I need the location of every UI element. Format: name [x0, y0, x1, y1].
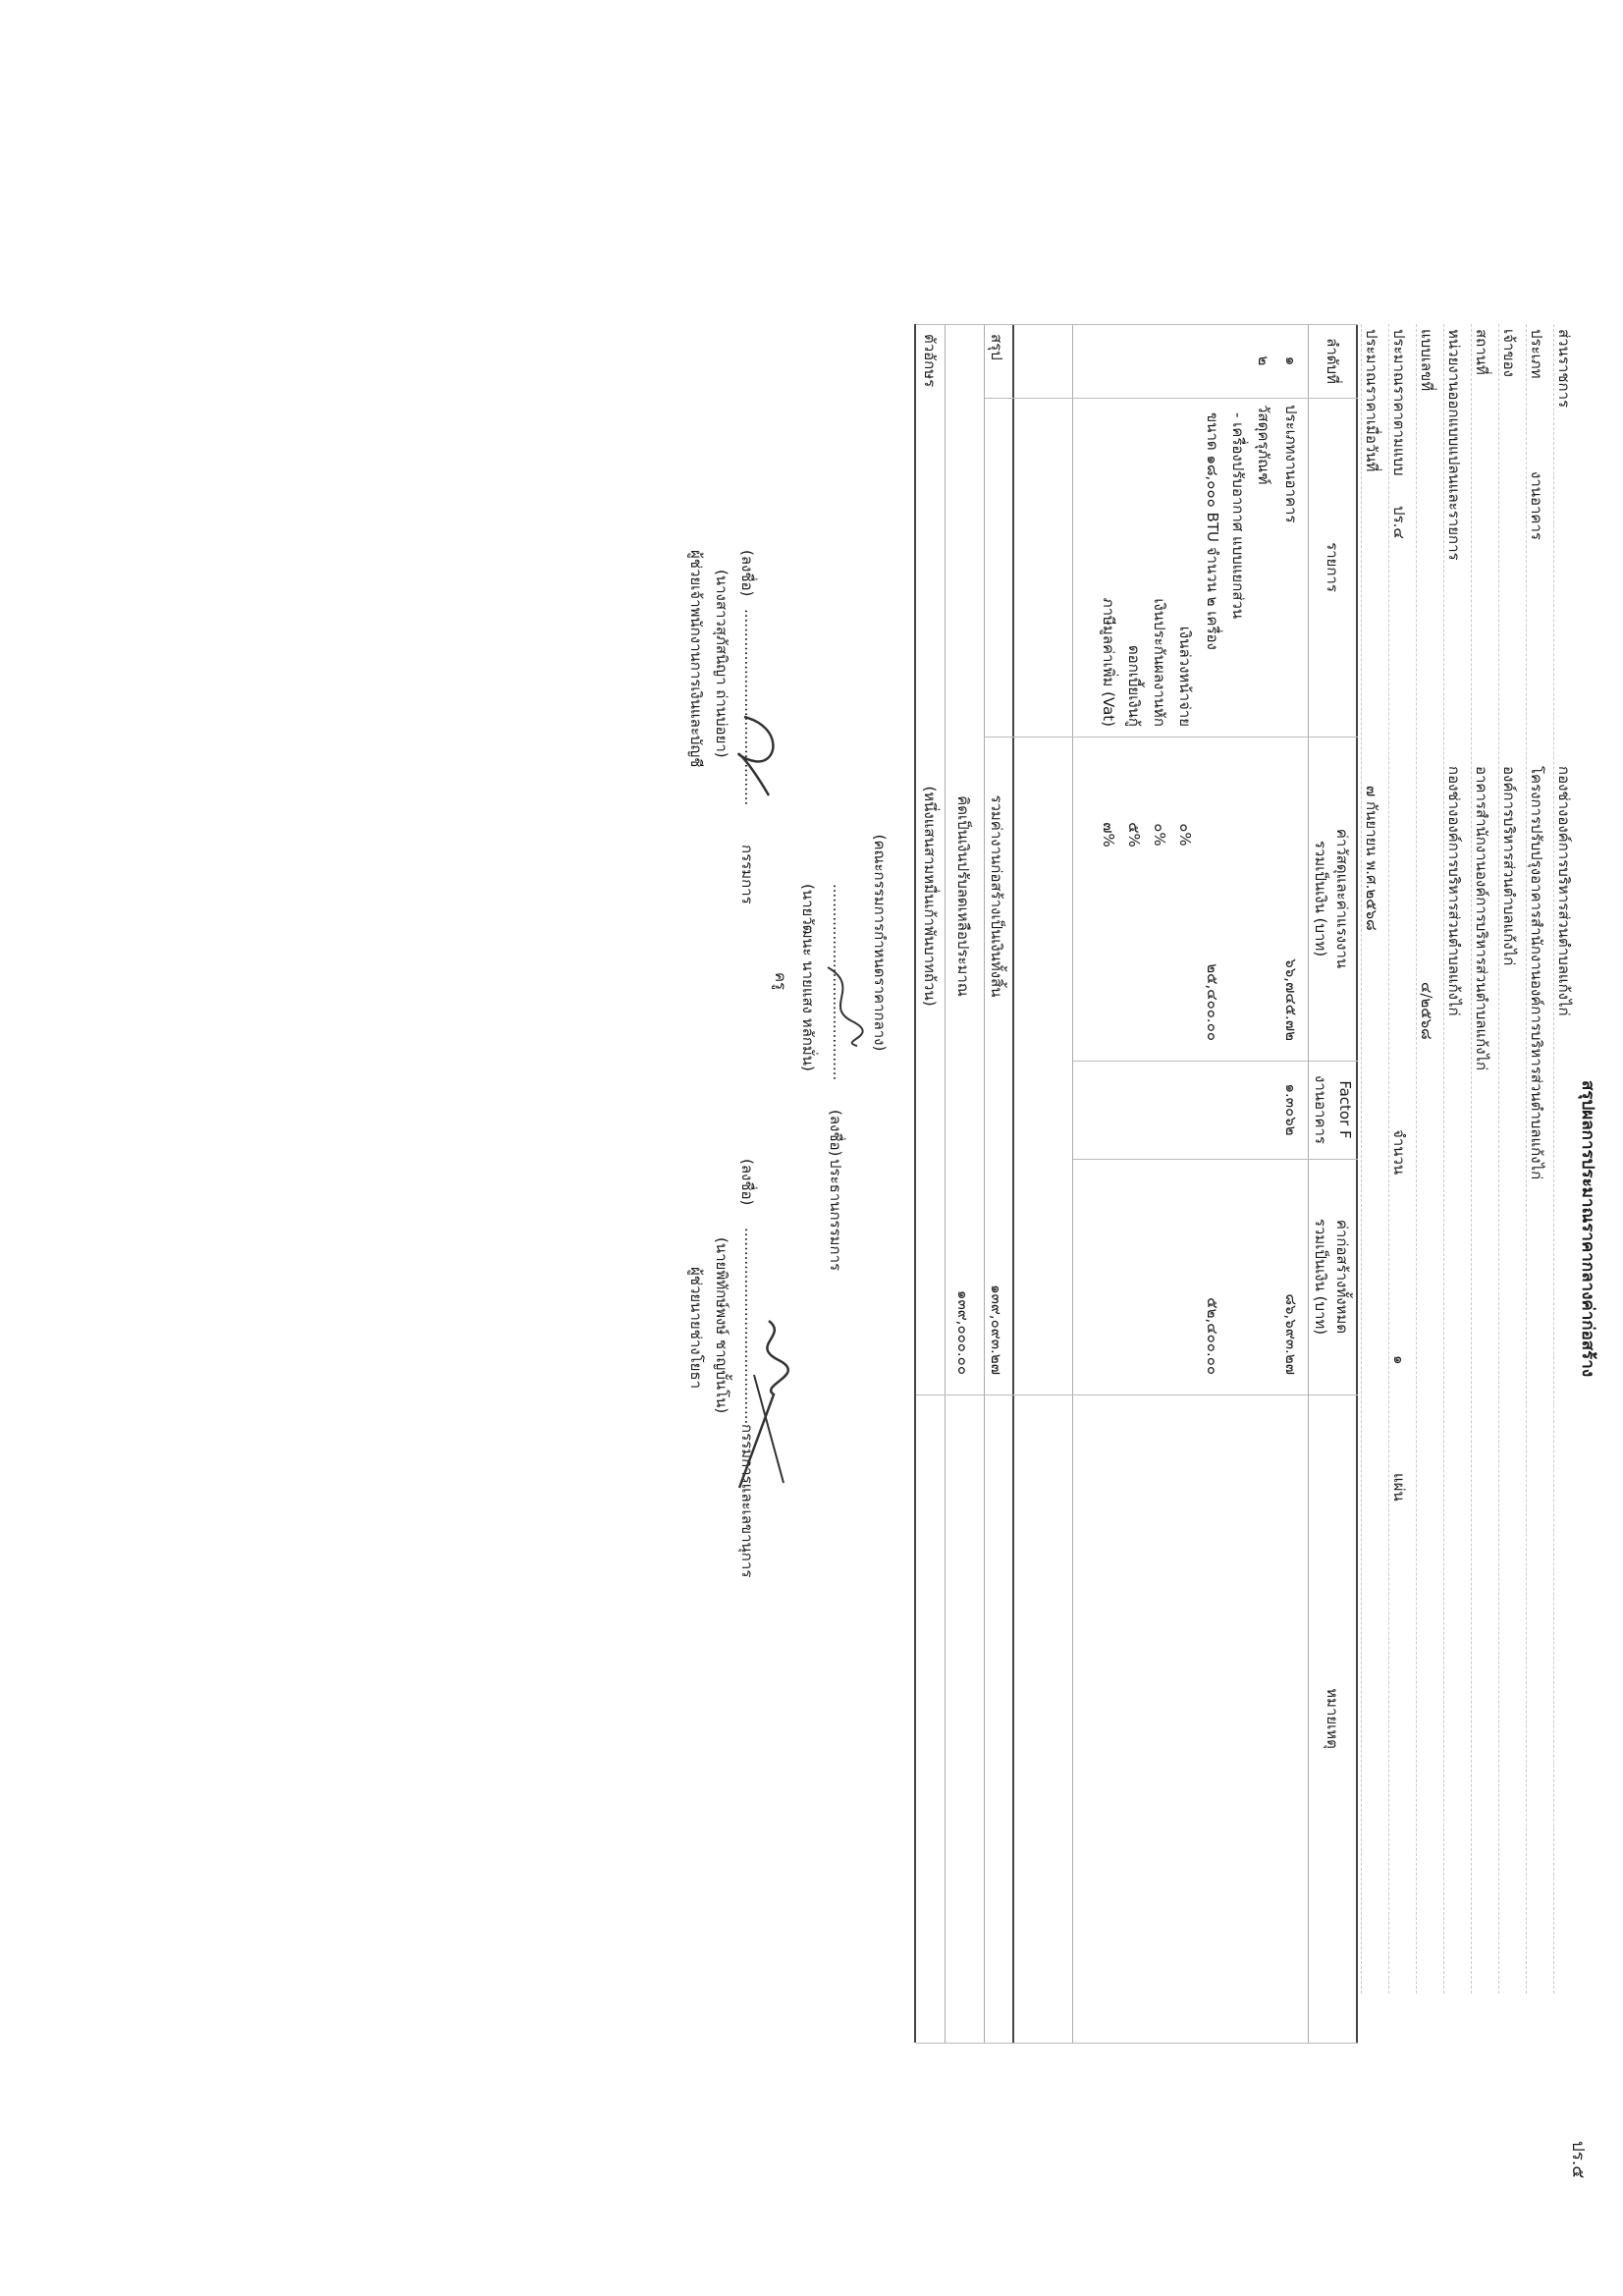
- signature-dots: ..........................................: [741, 1228, 759, 1425]
- row-no: ๑: [1282, 355, 1300, 366]
- summary-total: ๑๓๙,๐๙๓.๒๗: [988, 1285, 1005, 1375]
- info-label: หน่วยงานออกแบบแปลนและรายการ: [1445, 329, 1463, 561]
- info-value: องค์การบริหารส่วนตำบลแก้งไก่: [1500, 766, 1518, 966]
- signature-dots: ..........................................: [830, 884, 847, 1081]
- info-label: แบบเลขที่: [1418, 329, 1435, 392]
- info-value: ๗ กันยายน พ.ศ.๒๕๖๘: [1363, 786, 1380, 931]
- signature-sign: (ลงชื่อ): [738, 1159, 756, 1206]
- signature-name: (นายวัฒนะ นายแสง หลักมั่น): [799, 884, 817, 1071]
- info-label: สถานที่: [1473, 329, 1490, 375]
- row-no: ๒: [1255, 355, 1272, 366]
- signature-scribble: [730, 707, 788, 805]
- page-title: สรุปผลการประมาณราคากลางค่าก่อสร้าง: [1578, 1080, 1597, 1378]
- row-total: ๘๖,๖๙๓.๒๗: [1282, 1293, 1300, 1375]
- row-item: ดอกเบี้ยเงินกู้: [1125, 644, 1143, 727]
- info-label: ส่วนราชการ: [1555, 329, 1573, 409]
- signature-role: ประธานกรรมการ: [827, 1159, 844, 1272]
- header-no: ลำดับที่: [1324, 338, 1341, 384]
- signature-dots: ..........................................: [741, 609, 759, 806]
- qty-value: ๑: [1390, 1355, 1408, 1365]
- info-value: งานอาคาร: [1528, 471, 1545, 540]
- signature-position: ผู้ช่วยเจ้าพนักงานการเงินและบัญชี: [687, 550, 705, 768]
- summary-total-label: รวมค่างานก่อสร้างเป็นเงินทั้งสิ้น: [988, 794, 1005, 998]
- row-cost: ๖๖,๗๔๕.๗๒: [1282, 958, 1300, 1041]
- info-value: ๔/๒๕๖๘: [1418, 982, 1435, 1040]
- header-total: ค่าก่อสร้างทั้งหมด: [1333, 1219, 1351, 1335]
- row-cost: ๐%: [1151, 823, 1168, 847]
- row-item: ประเภทงานอาคาร: [1282, 405, 1300, 523]
- signature-sign: (ลงชื่อ): [827, 1110, 844, 1157]
- info-value-project: โครงการปรับปรุงอาคารสำนักงานองค์การบริหารส่วนตำบลแก้งไก่: [1528, 766, 1545, 1180]
- summary-label: สรุป: [988, 334, 1005, 360]
- signature-sign: (ลงชื่อ): [738, 550, 756, 597]
- signature-scribble: [818, 962, 867, 1051]
- header-total-sub: รวมเป็นเงิน (บาท): [1312, 1218, 1329, 1336]
- qty-unit: แผ่น: [1390, 1473, 1408, 1502]
- signature-position: ผู้ช่วยนายช่างโยธา: [687, 1267, 705, 1389]
- row-item: - เครื่องปรับอากาศ แบบแยกส่วน: [1229, 412, 1247, 620]
- row-cost: ๐%: [1176, 823, 1194, 847]
- signature-role: กรรมการและเลขานุการ: [738, 1424, 756, 1578]
- info-value: ปร.๔: [1390, 506, 1408, 539]
- info-value: อาคารสำนักงานองค์การบริหารส่วนตำบลแก้งไก่: [1473, 766, 1490, 1071]
- committee-title: (คณะกรรมการกำหนดราคากลาง): [871, 834, 889, 1052]
- info-label: ประมาณราคาเมื่อวันที่: [1363, 329, 1380, 472]
- row-total: ๕๒,๔๐๐.๐๐: [1204, 1297, 1221, 1375]
- row-cost: ๒๕,๔๐๐.๐๐: [1204, 963, 1221, 1041]
- info-label: ประมาณราคาตามแบบ: [1390, 329, 1408, 476]
- header-cost: ค่าวัสดุและค่าแรงงาน: [1333, 828, 1351, 969]
- header-remark: หมายเหตุ: [1324, 1688, 1341, 1749]
- form-code: ปร.๕: [1568, 2141, 1588, 2179]
- row-cost: ๗%: [1100, 822, 1117, 847]
- info-label: ประเภท: [1528, 329, 1545, 379]
- header-cost-sub: รวมเป็นเงิน (บาท): [1312, 840, 1329, 957]
- summary-round-label: คิดเป็นเงินปรับลดเหลือประมาณ: [954, 795, 972, 997]
- signature-scribble: [730, 1316, 798, 1493]
- header-factor-sub: งานอาคาร: [1312, 1075, 1329, 1144]
- header-item: รายการ: [1324, 542, 1341, 592]
- signature-position: ครู: [772, 972, 789, 991]
- summary-round: ๑๓๙,๐๐๐.๐๐: [954, 1289, 972, 1375]
- header-factor: Factor F: [1336, 1080, 1354, 1139]
- letters-value: (หนึ่งแสนสามหมื่นเก้าพันบาทถ้วน): [921, 786, 939, 1007]
- row-item: เงินล่วงหน้าจ่าย: [1176, 626, 1194, 727]
- row-item: ภาษีมูลค่าเพิ่ม (Vat): [1100, 597, 1117, 727]
- signature-name: (นางสาวสุภัสนิญา ถ่านบ่อยา): [713, 570, 730, 758]
- signature-role: กรรมการ: [738, 845, 756, 904]
- info-label: เจ้าของ: [1500, 329, 1518, 377]
- letters-label: ตัวอักษร: [921, 334, 939, 388]
- info-value: กองช่างองค์การบริหารส่วนตำบลแก้งไก่: [1555, 766, 1573, 1016]
- signature-name: (นายพิทักษ์พงษ์ ชาญบั้นโน): [713, 1237, 730, 1414]
- row-item: วัสดุครุภัณฑ์: [1255, 405, 1272, 485]
- row-item: ขนาด ๑๘,๐๐๐ BTU จำนวน ๒ เครื่อง: [1204, 412, 1221, 650]
- qty-label: จำนวน: [1390, 1129, 1408, 1175]
- row-item: เงินประกันผลงานหัก: [1151, 598, 1168, 727]
- row-factor: ๑.๓๐๖๒: [1282, 1083, 1300, 1136]
- row-cost: ๕%: [1125, 822, 1143, 847]
- info-value: กองช่างองค์การบริหารส่วนตำบลแก้งไก่: [1445, 766, 1463, 1016]
